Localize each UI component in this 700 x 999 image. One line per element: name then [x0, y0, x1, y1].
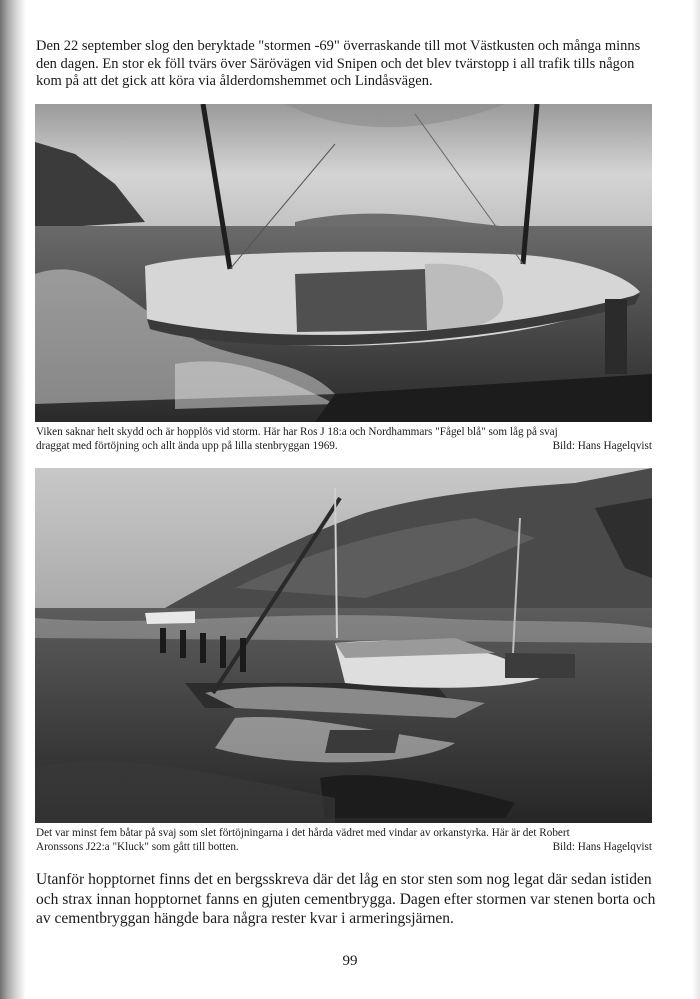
photo-jetty-sunken-boat [35, 468, 652, 823]
photo-storm-boat-on-pier [35, 104, 652, 422]
photo2-caption-line1: Det var minst fem båtar på svaj som slet förtöjningarna i det hårda vädret med vindar av orkanstyrka. Här är det Robert [36, 827, 570, 839]
photo1-caption-line1: Viken saknar helt skydd och är hopplös vid storm. Här har Ros J 18:a och Nordhammars "Fågel blå" som låg på svaj [36, 426, 558, 438]
intro-paragraph: Den 22 september slog den beryktade "stormen -69" överraskande till mot Västkusten och många minns den dagen. En stor ek föll tvärs över Särövägen vid Snipen och det blev tvärstopp i all trafik tills någon kom på att det gick att köra via ålderdomshemmet och Lindåsvägen. [36, 38, 641, 89]
page-edge [692, 0, 700, 999]
closing-paragraph: Utanför hopptornet finns det en bergsskreva där det låg en stor sten som nog legat där sedan istiden och strax innan hopptornet fanns en gjuten cementbrygga. Dagen efter stormen var stenen borta och av cementbryggan hängde bara några rester kvar i armeringsjärnen. [36, 871, 656, 927]
photo2-credit: Bild: Hans Hagelqvist [552, 841, 652, 853]
photo2-caption-line2: Aronssons J22:a "Kluck" som gått till botten. [36, 841, 239, 853]
page-number: 99 [342, 953, 358, 969]
photo2-caption [36, 826, 652, 854]
photo1-credit: Bild: Hans Hagelqvist [552, 440, 652, 452]
photo1-caption-line2: draggat med förtöjning och allt ända upp på lilla stenbryggan 1969. [36, 440, 338, 452]
book-gutter-shadow [0, 0, 26, 999]
photo1-caption [36, 425, 652, 453]
